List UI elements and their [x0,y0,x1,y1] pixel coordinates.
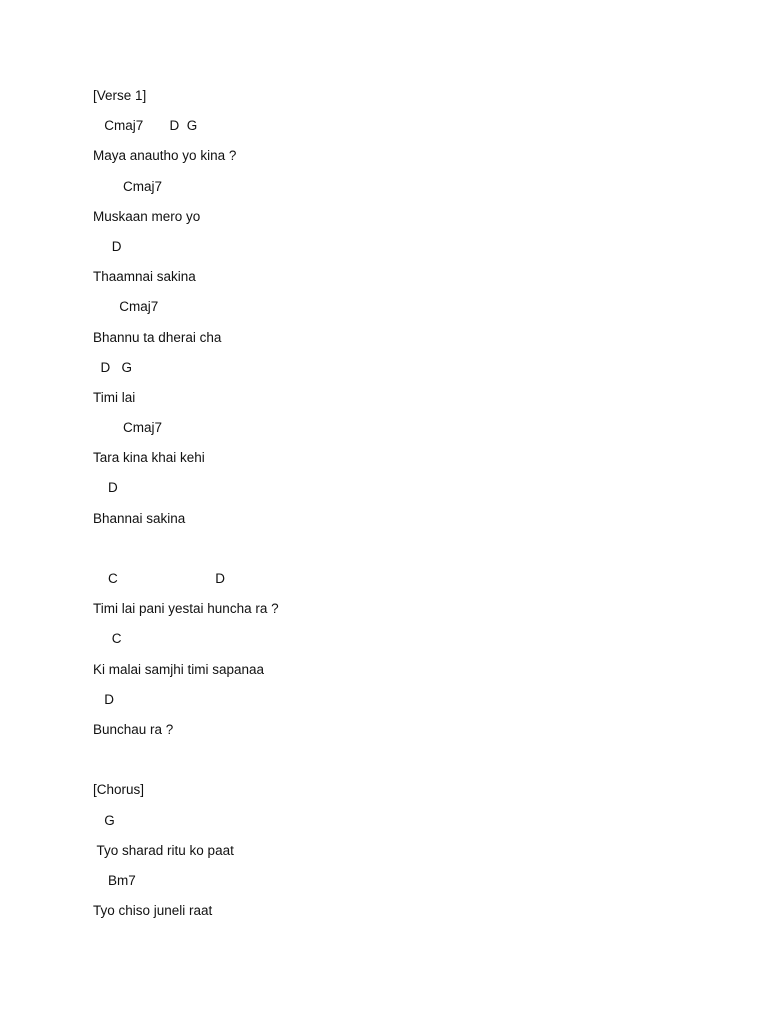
lyric-line: Maya anautho yo kina ? [93,148,237,164]
blank-line [93,750,713,780]
chord-line: D [93,238,122,254]
section-heading-verse-1: [Verse 1] [93,88,147,103]
chord-sheet [93,86,713,931]
lyric-line: Timi lai [93,389,136,405]
lyric-line: Bunchau ra ? [93,721,174,737]
chord-line: D [93,691,115,707]
chord-line: Cmaj7 [93,420,163,436]
chord-line: D [93,480,118,496]
lyric-line: Bhannai sakina [93,510,186,526]
lyric-line: Thaamnai sakina [93,269,196,285]
chord-line: Bm7 [93,872,136,888]
lyric-line: Tara kina khai kehi [93,450,205,466]
section-heading-chorus: [Chorus] [93,782,145,798]
chord-line: D G [93,359,133,375]
chord-line: C [93,631,122,647]
chord-line: C D [93,571,226,586]
chord-line: Cmaj7 [93,299,159,315]
chord-line: G [93,812,115,828]
blank-line [93,539,713,569]
lyric-line: Muskaan mero yo [93,208,201,224]
lyric-line: Tyo sharad ritu ko paat [93,842,234,858]
chord-line: Cmaj7 [93,178,163,194]
lyric-line: Bhannu ta dherai cha [93,329,222,345]
chord-line: Cmaj7 D G [93,118,198,134]
lyric-line: Ki malai samjhi timi sapanaa [93,661,265,677]
lyric-line: Timi lai pani yestai huncha ra ? [93,601,279,617]
lyric-line: Tyo chiso juneli raat [93,903,213,919]
